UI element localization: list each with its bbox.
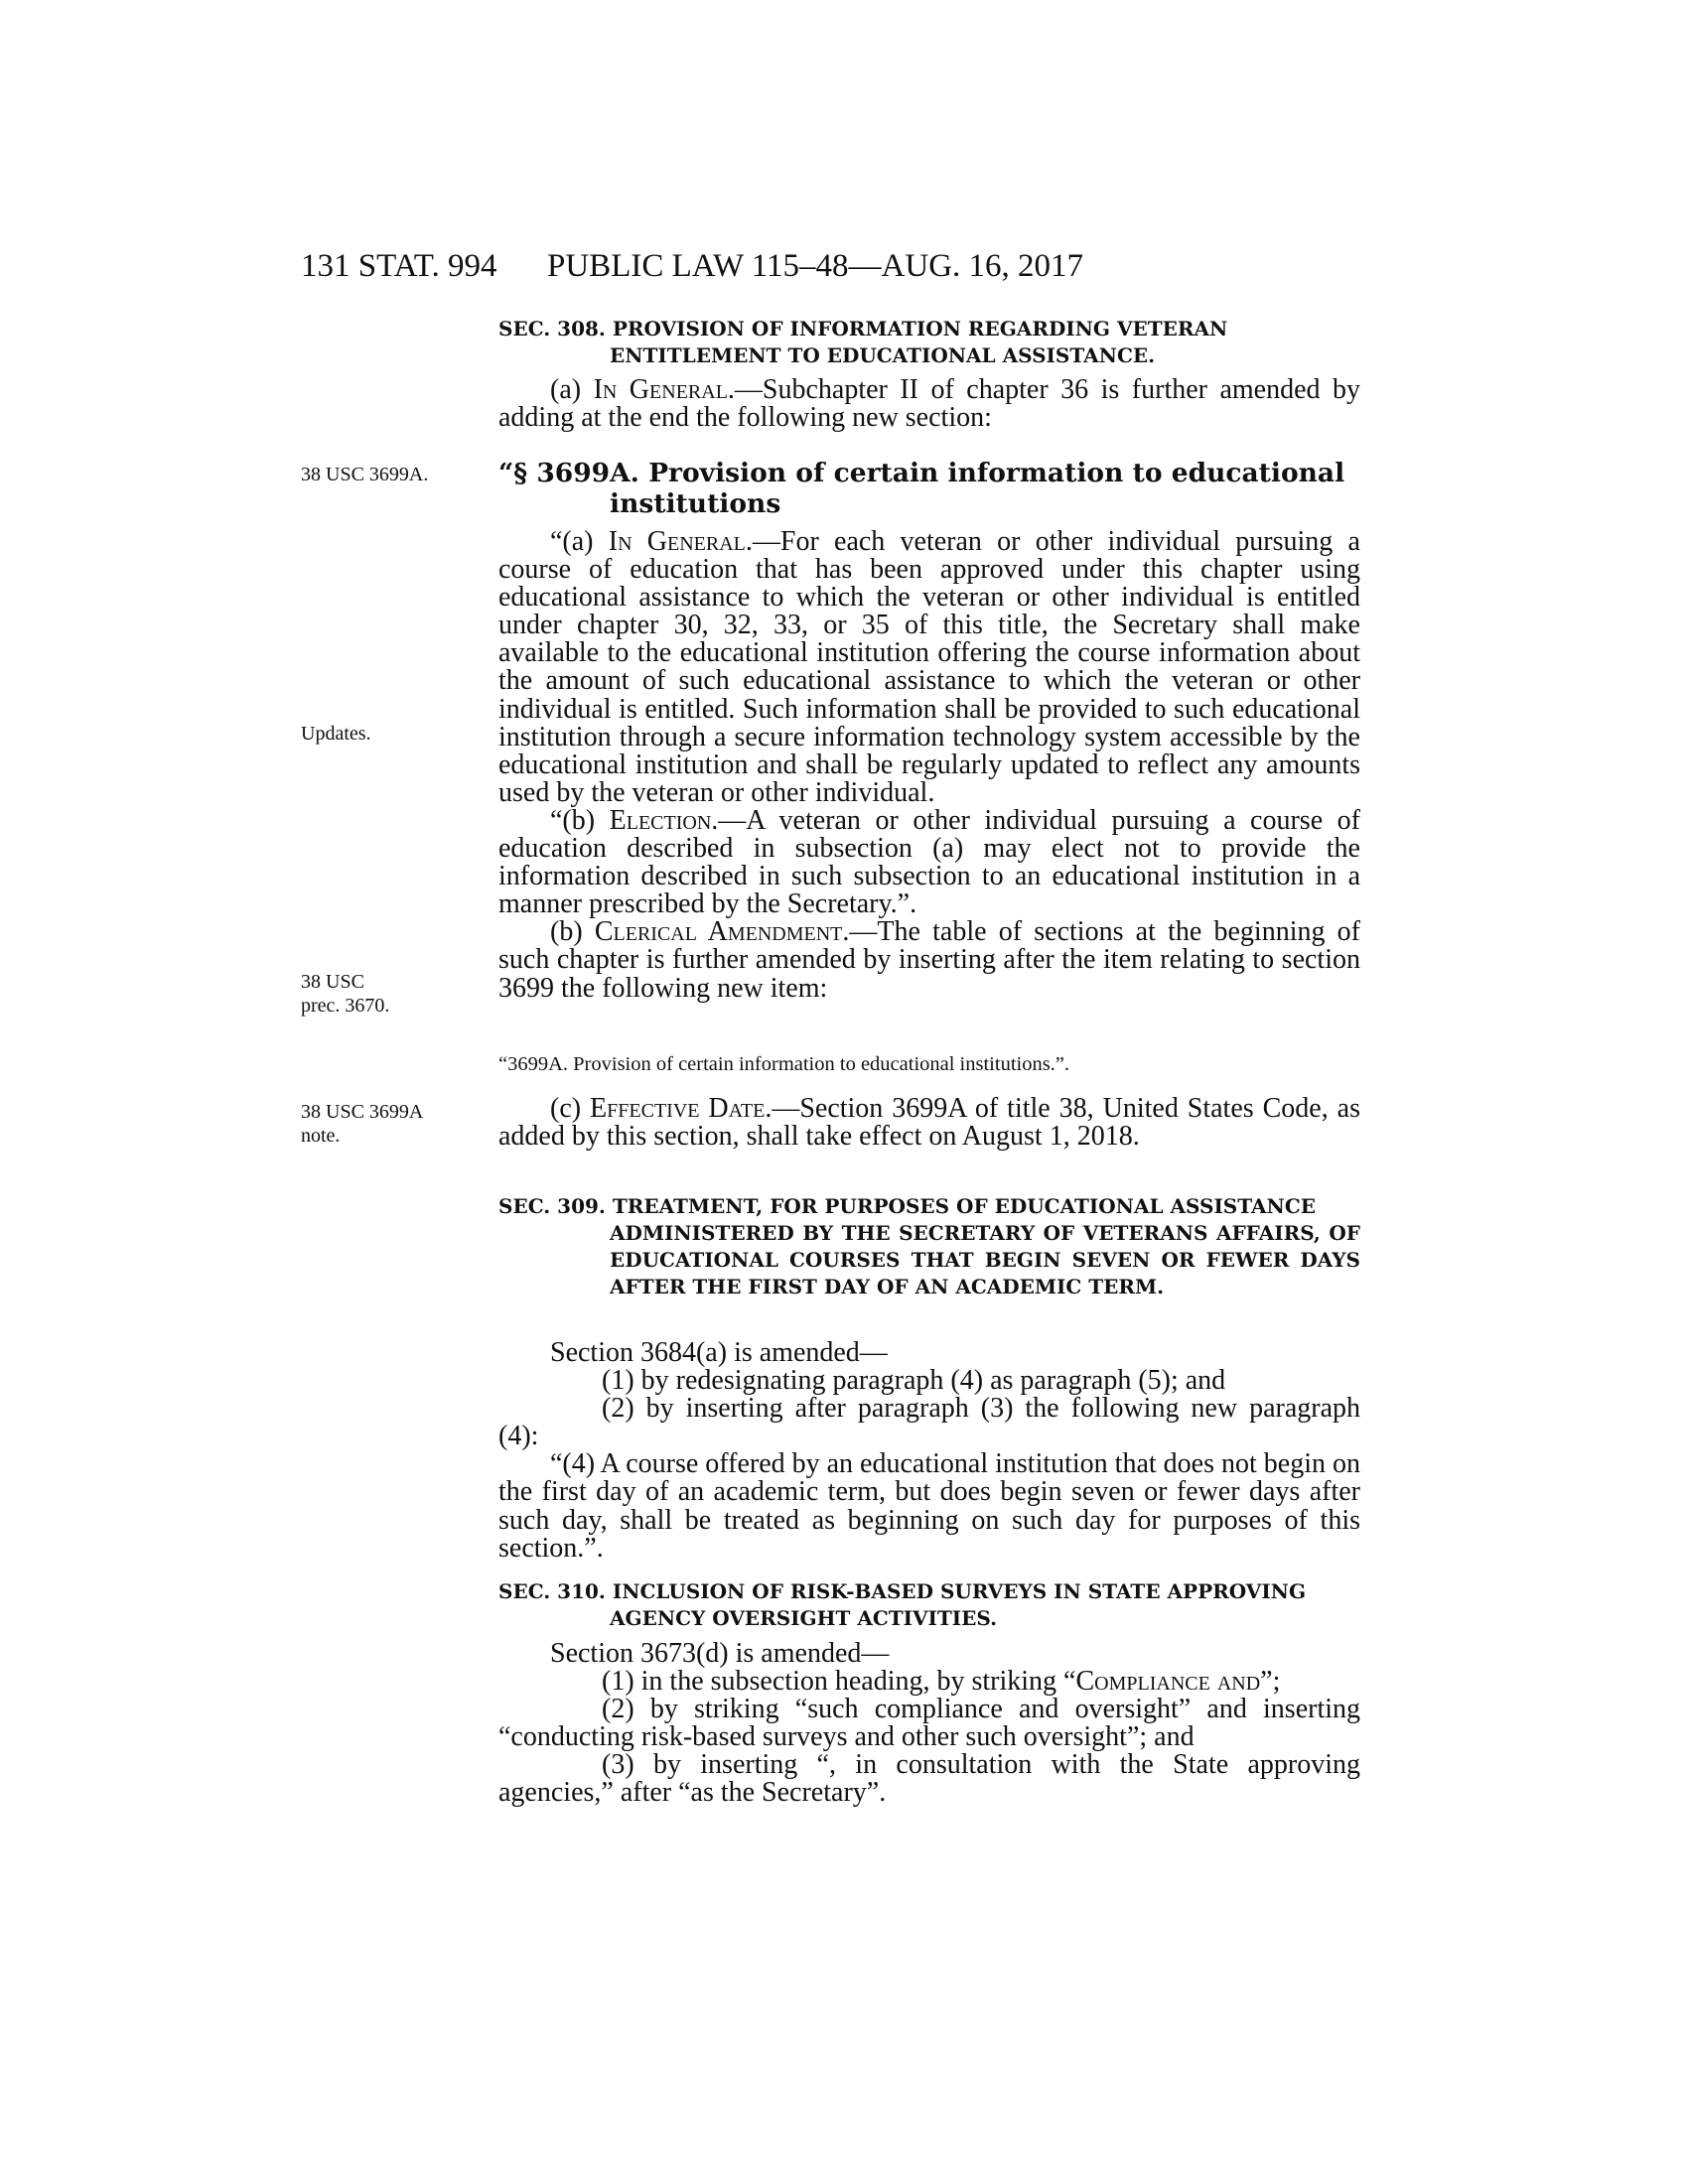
margin-note-text: 38 USC 3699A.: [301, 464, 429, 485]
new-subsection-b: [498, 804, 1361, 920]
margin-note-text: Updates.: [301, 723, 371, 745]
subsection-text: .—The table of sections at the beginning of such chapter is further amended by inserting after the item relating to section 3699 the following new item:: [498, 916, 1361, 1004]
subsection-text: .—For each veteran or other individual pursuing a course of education that has been approved under this chapter using educational assistance to which the veteran or other individual is entitled under chapter 30, 32, 33, or 35 of this title, the Secretary shall make available to the educational institution offering the course information about the amount of such educational assistance to which the veteran or other individual is entitled. Such information shall be provided to such educational institution through a secure information technology system accessible by the educational institution and shall be regularly updated to reflect any amounts used by the veteran or other individual.: [498, 526, 1360, 808]
subsection-heading: Effective Date: [590, 1093, 766, 1124]
subsection-heading: Clerical Amendment: [594, 916, 843, 948]
subsection-heading: In General: [608, 526, 746, 557]
quoted-paragraph-4: “(4) A course offered by an educational institution that does not begin on the first day of an academic term, but does begin seven or fewer days after such day, shall be treated as beginning on such day for purposes of this section.”.: [498, 1448, 1360, 1564]
margin-note-text: prec. 3670.: [301, 995, 390, 1017]
stat-page-number: 131 STAT. 994: [301, 248, 497, 284]
new-subsection-a: [498, 528, 1360, 807]
section-310-body: [498, 1640, 1360, 1808]
section-308-heading: [498, 316, 1360, 369]
subsection-marker: (b): [550, 916, 595, 948]
section-title-continued: AGENCY OVERSIGHT ACTIVITIES.: [610, 1606, 998, 1630]
section-label: SEC. 309.: [498, 1194, 606, 1218]
subsection-308-b: [498, 918, 1360, 1002]
subsection-marker: “(a): [550, 526, 609, 557]
margin-note-usc-3699a: [301, 463, 460, 486]
new-section-label: “§ 3699A.: [498, 458, 639, 488]
new-section-title-continued: institutions: [610, 488, 781, 519]
section-title-continued: ADMINISTERED BY THE SECRETARY OF VETERANS AFFAIRS, OF EDUCATIONAL COURSES THAT BEGIN SEVEN OR FEWER DAYS AFTER THE FIRST DAY OF AN ACADEMIC TERM.: [610, 1221, 1360, 1298]
paragraph-3: (3) by inserting “, in consultation with the State approving agencies,” after “as the Secretary”.: [498, 1749, 1360, 1809]
margin-note-updates: [301, 722, 460, 746]
margin-note-text: 38 USC: [301, 971, 364, 993]
margin-note-usc-prec-3670: [301, 970, 460, 1018]
section-title-continued: ENTITLEMENT TO EDUCATIONAL ASSISTANCE.: [610, 343, 1156, 367]
section-309-body: [498, 1339, 1360, 1563]
subsection-heading: In General: [593, 374, 728, 405]
table-item-text: “3699A. Provision of certain information to educational institutions.”.: [498, 1053, 1070, 1075]
table-of-sections-item: [498, 1052, 1360, 1076]
section-309-heading: [498, 1193, 1360, 1300]
paragraph-text: ”;: [1260, 1666, 1281, 1698]
paragraph-2: (2) by inserting after paragraph (3) the following new paragraph (4):: [498, 1393, 1360, 1452]
new-section-3699a-heading: [498, 458, 1360, 519]
new-section-title: Provision of certain information to educational: [648, 458, 1345, 488]
subsection-marker: (a): [550, 374, 594, 405]
paragraph-1: [498, 1668, 1360, 1696]
section-title: INCLUSION OF RISK-BASED SURVEYS IN STATE APPROVING: [612, 1579, 1307, 1603]
paragraph-1: (1) by redesignating paragraph (4) as paragraph (5); and: [602, 1365, 1226, 1397]
section-310-heading: [498, 1578, 1360, 1632]
section-title: TREATMENT, FOR PURPOSES OF EDUCATIONAL ASSISTANCE: [612, 1194, 1317, 1218]
struck-heading-text: Compliance and: [1075, 1666, 1261, 1698]
margin-note-text: note.: [301, 1125, 341, 1147]
public-law-line: PUBLIC LAW 115–48—AUG. 16, 2017: [547, 248, 1084, 284]
section-title: PROVISION OF INFORMATION REGARDING VETERAN: [612, 317, 1228, 341]
subsection-308-a: [498, 376, 1360, 432]
subsection-308-c: [498, 1095, 1360, 1151]
section-label: SEC. 310.: [498, 1579, 606, 1603]
page-header: [301, 248, 1360, 288]
margin-note-text: 38 USC 3699A: [301, 1101, 424, 1123]
margin-note-usc-3699a-note: [301, 1100, 460, 1148]
section-intro: Section 3673(d) is amended—: [550, 1638, 890, 1669]
subsection-text: .—Section 3699A of title 38, United States Code, as added by this section, shall take effect on August 1, 2018.: [498, 1093, 1360, 1153]
subsection-marker: (c): [550, 1093, 591, 1124]
new-section-body: [498, 528, 1360, 1003]
paragraph-text: (1) in the subsection heading, by striking “: [602, 1666, 1076, 1698]
subsection-text: .—A veteran or other individual pursuing a course of education described in subsection (a) may elect not to provide the information described in such subsection to an educational institution in a manner prescribed by the Secretary.”.: [498, 804, 1361, 920]
paragraph-2: (2) by striking “such compliance and oversight” and inserting “conducting risk-based surveys and other such oversight”; and: [498, 1694, 1360, 1753]
subsection-text: .—Subchapter II of chapter 36 is further amended by adding at the end the following new section:: [498, 374, 1360, 434]
subsection-heading: Election: [609, 804, 712, 836]
subsection-marker: “(b): [550, 804, 610, 836]
section-intro: Section 3684(a) is amended—: [550, 1337, 888, 1368]
section-label: SEC. 308.: [498, 317, 606, 341]
